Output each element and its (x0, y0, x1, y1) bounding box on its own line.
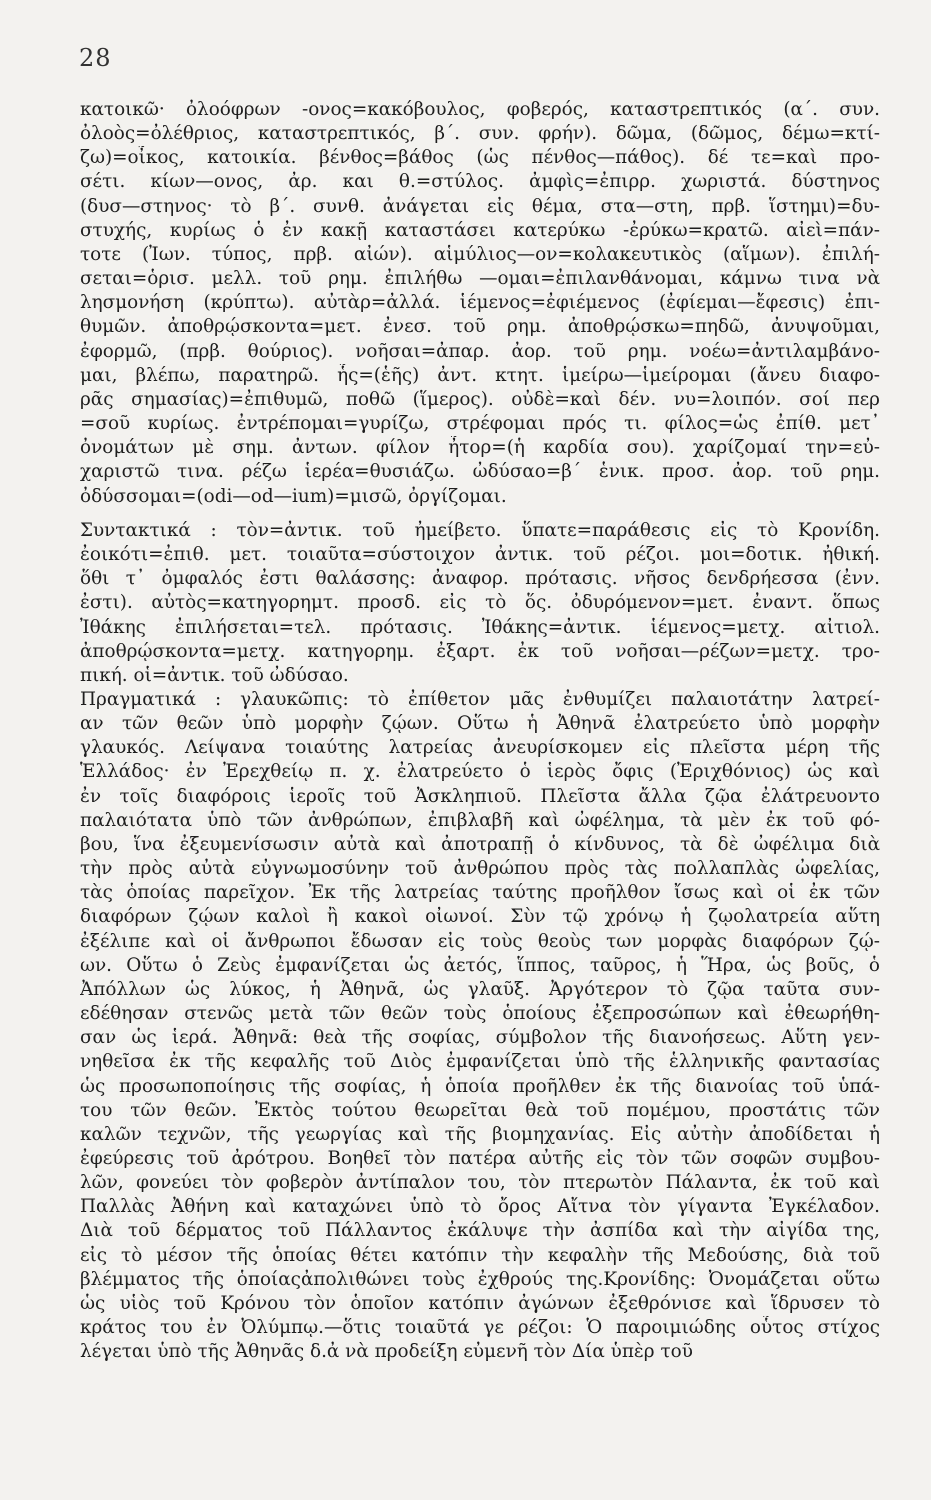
vocabulary-line: σεται=ὁρισ. μελλ. τοῦ ρημ. ἐπιλήθω —ομαι=ἐπιλανθάνομαι, κάμνω τινα νὰ (80, 268, 880, 290)
vocabulary-line: ὀδύσσομαι=(odi—od—ium)=μισῶ, ὀργίζομαι. (80, 485, 507, 507)
syntax-line: Ἰθάκης ἐπιλήσεται=τελ. πρότασις. Ἰθάκης=ἀντικ. ἱέμενος=μετχ. αἰτιολ. (80, 616, 880, 638)
pragmatics-line: τὴν πρὸς αὐτὰ εὐγνωμοσύνην τοῦ ἀνθρώπου πρὸς τὰς πολλαπλὰς ὠφελίας, (80, 858, 880, 880)
pragmatics-line: ἐφεύρεσις τοῦ ἀρότρου. Βοηθεῖ τὸν πατέρα αὐτῆς εἰς τὸν τῶν σοφῶν συμβου- (80, 1147, 880, 1169)
vocabulary-line: (δυσ—στηνος· τὸ β΄. συνθ. ἀνάγεται εἰς θέμα, στα—στη, πρβ. ἵστημι)=δυ- (80, 195, 880, 217)
vocabulary-line: σέτι. κίων—ονος, ἀρ. και θ.=στύλος. ἀμφὶς=ἐπιρρ. χωριστά. δύστηνος (80, 171, 880, 193)
pragmatics-line: ὡς προσωποποίησις τῆς σοφίας, ἡ ὁποία προῆλθεν ἐκ τῆς διανοίας τοῦ ὑπά- (80, 1075, 880, 1097)
pragmatics-line: καλῶν τεχνῶν, τῆς γεωργίας καὶ τῆς βιομηχανίας. Εἰς αὐτὴν ἀποδίδεται ἡ (80, 1123, 880, 1145)
syntax-line: ἐοικότι=ἐπιθ. μετ. τοιαῦτα=σύστοιχον ἀντικ. τοῦ ρέζοι. μοι=δοτικ. ἠθική. (80, 544, 880, 566)
vocabulary-line: ὀλοὸς=ὀλέθριος, καταστρεπτικός, β΄. συν. φρήν). δῶμα, (δῶμος, δέμω=κτί- (80, 123, 880, 145)
syntax-line: ἀποθρῴσκοντα=μετχ. κατηγορημ. ἐξαρτ. ἐκ τοῦ νοῆσαι—ρέζων=μετχ. τρο- (80, 640, 880, 662)
vocabulary-line: =σοῦ κυρίως. ἐντρέπομαι=γυρίζω, στρέφομαι πρός τι. φίλος=ὡς ἐπίθ. μετ᾽ (80, 413, 880, 435)
pragmatics-line: λέγεται ὑπὸ τῆς Ἀθηνᾶς δ.ἀ νὰ προδείξη εὐμενῆ τὸν Δία ὑπὲρ τοῦ (80, 1341, 693, 1363)
pragmatics-line: του τῶν θεῶν. Ἐκτὸς τούτου θεωρεῖται θεὰ τοῦ πομέμου, προστάτις τῶν (80, 1099, 880, 1121)
vocabulary-line: ἐφορμῶ, (πρβ. θούριος). νοῆσαι=ἀπαρ. ἀορ. τοῦ ρημ. νοέω=ἀντιλαμβάνο- (80, 340, 880, 362)
vocabulary-line: ὀνομάτων μὲ σημ. ἀντων. φίλον ἦτορ=(ἡ καρδία σου). χαρίζομαί την=εὐ- (80, 437, 880, 459)
pragmatics-line: λῶν, φονεύει τὸν φοβερὸν ἀντίπαλον του, τὸν πτερωτὸν Πάλαντα, ἐκ τοῦ καὶ (80, 1172, 880, 1194)
pragmatics-line: διαφόρων ζῴων καλοὶ ἢ κακοὶ οἰωνοί. Σὺν τῷ χρόνῳ ἡ ζῳολατρεία αὕτη (80, 906, 880, 928)
pragmatics-line: Ἑλλάδος· ἐν Ἐρεχθείῳ π. χ. ἐλατρεύετο ὁ ἱερὸς ὄφις (Ἐριχθόνιος) ὡς καὶ (80, 761, 880, 783)
pragmatics-line: γλαυκός. Λείψανα τοιαύτης λατρείας ἀνευρίσκομεν εἰς πλεῖστα μέρη τῆς (80, 737, 880, 759)
pragmatics-line: ἐν τοῖς διαφόροις ἱεροῖς τοῦ Ἀσκληπιοῦ. Πλεῖστα ἄλλα ζῷα ἐλάτρευοντο (80, 785, 880, 807)
syntax-section (80, 519, 880, 688)
vocabulary-line: χαριστῶ τινα. ρέζω ἱερέα=θυσιάζω. ὠδύσαο=β΄ ἑνικ. προσ. ἀορ. τοῦ ρημ. (80, 461, 880, 483)
vocabulary-line: στυχής, κυρίως ὁ ἐν κακῇ καταστάσει κατερύκω -ἐρύκω=κρατῶ. αἰεὶ=πάν- (80, 219, 880, 241)
pragmatics-line: εδέθησαν στενῶς μετὰ τῶν θεῶν τοὺς ὁποίους ἐξεπροσώπων καὶ ἐθεωρήθη- (80, 1003, 880, 1025)
page-number: 28 (79, 44, 112, 72)
vocabulary-line: ρᾶς σημασίας)=ἐπιθυμῶ, ποθῶ (ἵμερος). οὐδὲ=καὶ δέν. νυ=λοιπόν. σοί περ (80, 388, 880, 410)
pragmatics-line: Πραγματικά : γλαυκῶπις: τὸ ἐπίθετον μᾶς ἐνθυμίζει παλαιοτάτην λατρεί- (80, 689, 880, 710)
pragmatics-line: νηθεῖσα ἐκ τῆς κεφαλῆς τοῦ Διὸς ἐμφανίζεται ὑπὸ τῆς ἑλληνικῆς φαντασίας (80, 1051, 880, 1073)
pragmatics-line: βλέμματος τῆς ὁποίαςἀπολιθώνει τοὺς ἐχθρούς της.Κρονίδης: Ὀνομάζεται οὕτω (80, 1268, 880, 1290)
pragmatics-line: κράτος του ἐν Ὀλύμπῳ.—ὅτις τοιαῦτά γε ρέζοι: Ὁ παροιμιώδης οὗτος στίχος (80, 1317, 880, 1339)
pragmatics-line: ων. Οὕτω ὁ Ζεὺς ἐμφανίζεται ὡς ἀετός, ἵππος, ταῦρος, ἡ Ἥρα, ὡς βοῦς, ὁ (80, 954, 880, 976)
vocabulary-line: λησμονήση (κρύπτω). αὐτὰρ=ἀλλά. ἱέμενος=ἐφιέμενος (ἐφίεμαι—ἔφεσις) ἐπι- (80, 292, 880, 314)
pragmatics-line: τὰς ὁποίας παρεῖχον. Ἐκ τῆς λατρείας ταύτης προῆλθον ἴσως καὶ οἱ ἐκ τῶν (80, 882, 880, 904)
syntax-line: Συντακτικά : τὸν=ἀντικ. τοῦ ἠμείβετο. ὕπατε=παράθεσις εἰς τὸ Κρονίδη. (80, 520, 880, 541)
pragmatics-line: Παλλὰς Ἀθήνη καὶ καταχώνει ὑπὸ τὸ ὄρος Αἴτνα τὸν γίγαντα Ἐγκέλαδον. (80, 1196, 880, 1218)
pragmatics-section (80, 688, 880, 1364)
vocabulary-line: κατοικῶ· ὀλοόφρων -ονος=κακόβουλος, φοβερός, καταστρεπτικός (α΄. συν. (80, 99, 880, 120)
pragmatics-line: ἐξέλιπε καὶ οἱ ἄνθρωποι ἔδωσαν εἰς τοὺς θεοὺς των μορφὰς διαφόρων ζῴ- (80, 930, 880, 952)
pragmatics-line: βου, ἵνα ἐξευμενίσωσιν αὐτὰ καὶ ἀποτραπῇ ὁ κίνδυνος, τὰ δὲ ὠφέλιμα διὰ (80, 833, 880, 855)
pragmatics-line: Ἀπόλλων ὡς λύκος, ἡ Ἀθηνᾶ, ὡς γλαῦξ. Ἀργότερον τὸ ζῷα ταῦτα συν- (80, 978, 880, 1000)
vocabulary-line: ζω)=οἶκος, κατοικία. βένθος=βάθος (ὡς πένθος—πάθος). δέ τε=καὶ προ- (80, 147, 880, 169)
vocabulary-section (80, 98, 880, 509)
vocabulary-line: μαι, βλέπω, παρατηρῶ. ἧς=(ἑῆς) ἀντ. κτητ. ἱμείρω—ἱμείρομαι (ἄνευ διαφο- (80, 364, 880, 386)
syntax-line: ἐστι). αὐτὸς=κατηγορημτ. προσδ. εἰς τὸ ὅς. ὀδυρόμενον=μετ. ἐναντ. ὅπως (80, 592, 880, 614)
pragmatics-line: ὡς υἱὸς τοῦ Κρόνου τὸν ὁποῖον κατόπιν ἀγώνων ἐξεθρόνισε καὶ ἵδρυσεν τὸ (80, 1292, 880, 1314)
pragmatics-line: Διὰ τοῦ δέρματος τοῦ Πάλλαντος ἐκάλυψε τὴν ἀσπίδα καὶ τὴν αἰγίδα της, (80, 1220, 880, 1242)
pragmatics-line: παλαιότατα ὑπὸ τῶν ἀνθρώπων, ἐπιβλαβῆ καὶ ὠφέλημα, τὰ μὲν ἐκ τοῦ φό- (80, 809, 880, 831)
pragmatics-line: αν τῶν θεῶν ὑπὸ μορφὴν ζῴων. Οὕτω ἡ Ἀθηνᾶ ἐλατρεύετο ὑπὸ μορφὴν (80, 713, 880, 735)
syntax-line: πική. οἱ=ἀντικ. τοῦ ὠδύσαο. (80, 664, 349, 686)
vocabulary-line: θυμῶν. ἀποθρῴσκοντα=μετ. ἐνεσ. τοῦ ρημ. ἀποθρῴσκω=πηδῶ, ἀνυψοῦμαι, (80, 316, 880, 338)
pragmatics-line: σαν ὡς ἱερά. Ἀθηνᾶ: θεὰ τῆς σοφίας, σύμβολον τῆς διανοήσεως. Αὕτη γεν- (80, 1027, 880, 1049)
syntax-line: ὅθι τ᾽ ὀμφαλός ἐστι θαλάσσης: ἀναφορ. πρότασις. νῆσος δενδρήεσσα (ἐνν. (80, 568, 880, 590)
pragmatics-line: εἰς τὸ μέσον τῆς ὁποίας θέτει κατόπιν τὴν κεφαλὴν τῆς Μεδούσης, διὰ τοῦ (80, 1244, 880, 1266)
vocabulary-line: τοτε (Ἰων. τύπος, πρβ. αἰών). αἱμύλιος—ον=κολακευτικὸς (αἵμων). ἐπιλή- (80, 243, 880, 265)
